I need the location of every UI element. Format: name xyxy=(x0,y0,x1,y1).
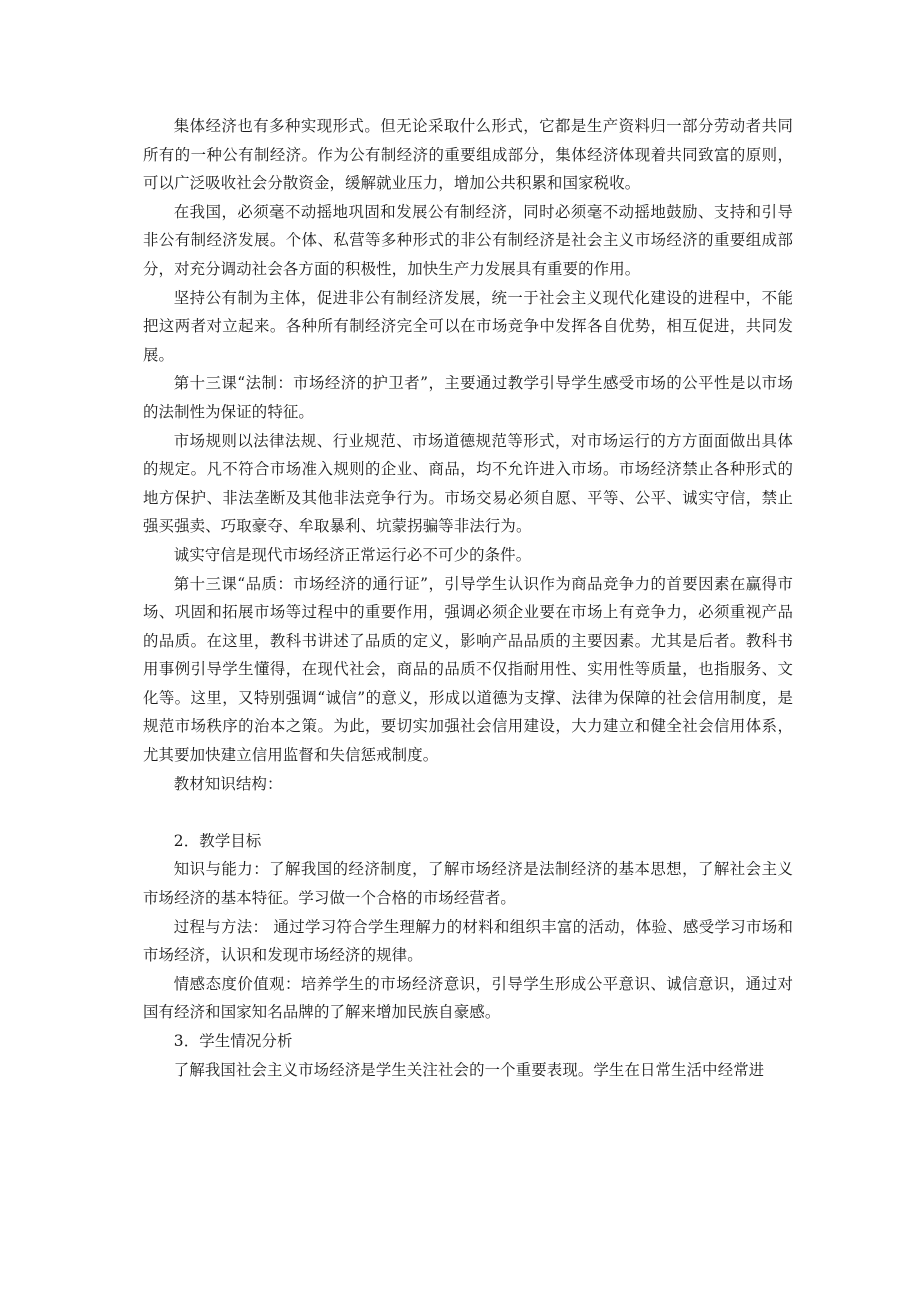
paragraph-lesson-13-law: 第十三课“法制：市场经济的护卫者”，主要通过教学引导学生感受市场的公平性是以市场的法制性为保证的特征。 xyxy=(143,374,793,421)
paragraph-student-analysis: 了解我国社会主义市场经济是学生关注社会的一个重要表现。学生在日常生活中经常进 xyxy=(173,1060,765,1079)
paragraph-honesty: 诚实守信是现代市场经济正常运行必不可少的条件。 xyxy=(173,545,532,564)
goal-process-method: 过程与方法： 通过学习符合学生理解力的材料和组织丰富的活动，体验、感受学习市场和市场经济，认识和发现市场经济的规律。 xyxy=(143,917,793,965)
paragraph-public-ownership: 在我国，必须毫不动摇地巩固和发展公有制经济，同时必须毫不动摇地鼓励、支持和引导非公有制经济发展。个体、私营等多种形式的非公有制经济是社会主义市场经济的重要组成部分，对充分调动社会各方面的积极性，加快生产力发展具有重要的作用。 xyxy=(143,202,793,278)
paragraph-unity: 坚持公有制为主体，促进非公有制经济发展，统一于社会主义现代化建设的进程中，不能把这两者对立起来。各种所有制经济完全可以在市场竞争中发挥各自优势，相互促进，共同发展。 xyxy=(143,288,793,364)
section-heading-student-analysis: 3．学生情况分析 xyxy=(173,1032,293,1050)
paragraph-lesson-13-quality: 第十三课“品质：市场经济的通行证”，引导学生认识作为商品竞争力的首要因素在赢得市场、巩固和拓展市场等过程中的重要作用，强调必须企业要在市场上有竞争力，必须重视产品的品质。在这里，教科书讲述了品质的定义，影响产品品质的主要因素。尤其是后者。教科书用事例引导学生懂得，在现代社会，商品的品质不仅指耐用性、实用性等质量，也指服务、文化等。这里，又特别强调“诚信”的意义，形成以道德为支撑、法律为保障的社会信用制度，是规范市场秩序的治本之策。为此，要切实加强社会信用建设，大力建立和健全社会信用体系，尤其要加快建立信用监督和失信惩戒制度。 xyxy=(143,574,793,765)
section-heading-teaching-goals: 2．教学目标 xyxy=(173,831,262,850)
paragraph-collective-economy: 集体经济也有多种实现形式。但无论采取什么形式，它都是生产资料归一部分劳动者共同所有的一种公有制经济。作为公有制经济的重要组成部分，集体经济体现着共同致富的原则，可以广泛吸收社会分散资金，缓解就业压力，增加公共积累和国家税收。 xyxy=(143,117,793,193)
goal-attitude-values: 情感态度价值观：培养学生的市场经济意识，引导学生形成公平意识、诚信意识，通过对国有经济和国家知名品牌的了解来增加民族自豪感。 xyxy=(143,974,793,1022)
goal-knowledge-ability: 知识与能力：了解我国的经济制度，了解市场经济是法制经济的基本思想，了解社会主义市场经济的基本特征。学习做一个合格的市场经营者。 xyxy=(143,860,793,908)
document-body xyxy=(143,112,793,1084)
paragraph-market-rules: 市场规则以法律法规、行业规范、市场道德规范等形式，对市场运行的方方面面做出具体的规定。凡不符合市场准入规则的企业、商品，均不允许进入市场。市场经济禁止各种形式的地方保护、非法垄断及其他非法竞争行为。市场交易必须自愿、平等、公平、诚实守信，禁止强买强卖、巧取豪夺、牟取暴利、坑蒙拐骗等非法行为。 xyxy=(143,431,793,536)
paragraph-knowledge-structure: 教材知识结构： xyxy=(173,774,283,793)
